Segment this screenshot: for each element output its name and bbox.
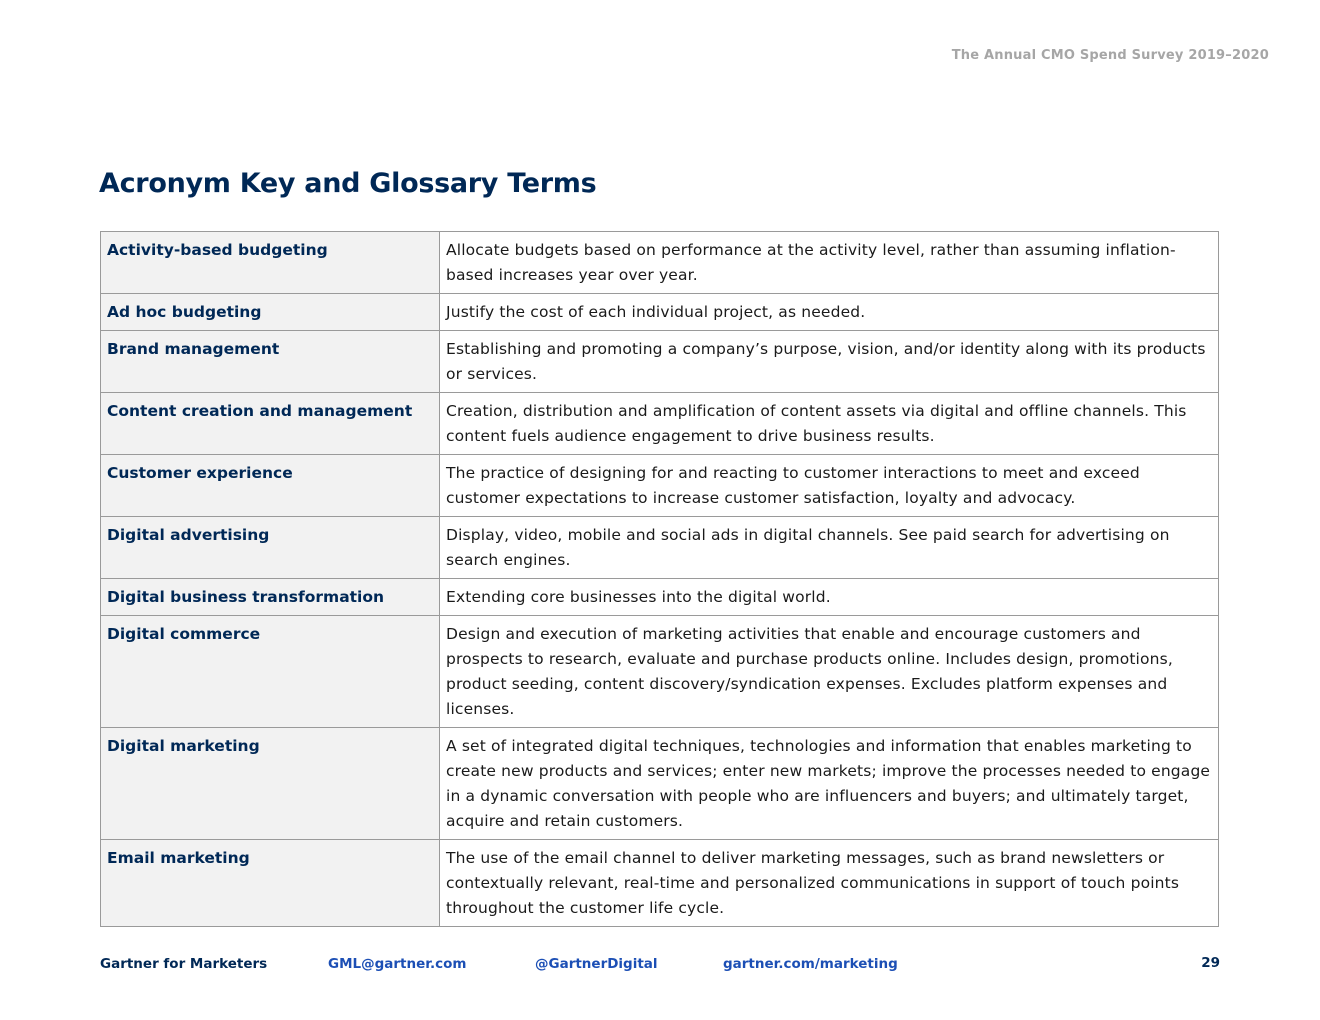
glossary-row	[101, 728, 1219, 840]
footer	[100, 956, 1220, 976]
glossary-definition: Allocate budgets based on performance at the activity level, rather than assuming inflation-based increases year over year.	[440, 232, 1219, 294]
glossary-definition: Design and execution of marketing activities that enable and encourage customers and prospects to research, evaluate and purchase products online. Includes design, promotions, product seeding, content discovery/syndication expenses. Excludes platform expenses and licenses.	[440, 616, 1219, 728]
glossary-term: Content creation and management	[101, 393, 440, 455]
glossary-definition: Display, video, mobile and social ads in digital channels. See paid search for advertising on search engines.	[440, 517, 1219, 579]
glossary-row	[101, 455, 1219, 517]
glossary-row	[101, 232, 1219, 294]
footer-brand: Gartner for Marketers	[100, 956, 268, 972]
footer-email-link[interactable]: GML@gartner.com	[328, 956, 467, 972]
glossary-term: Digital commerce	[101, 616, 440, 728]
glossary-definition: Extending core businesses into the digital world.	[440, 579, 1219, 616]
footer-website-link[interactable]: gartner.com/marketing	[723, 956, 898, 972]
glossary-row	[101, 579, 1219, 616]
glossary-row	[101, 517, 1219, 579]
glossary-term: Digital advertising	[101, 517, 440, 579]
glossary-definition: Justify the cost of each individual project, as needed.	[440, 294, 1219, 331]
page-title: Acronym Key and Glossary Terms	[99, 168, 597, 199]
footer-twitter-link[interactable]: @GartnerDigital	[535, 956, 658, 972]
glossary-term: Digital marketing	[101, 728, 440, 840]
glossary-term: Ad hoc budgeting	[101, 294, 440, 331]
glossary-definition: The practice of designing for and reacting to customer interactions to meet and exceed customer expectations to increase customer satisfaction, loyalty and advocacy.	[440, 455, 1219, 517]
running-header: The Annual CMO Spend Survey 2019–2020	[951, 48, 1269, 63]
glossary-term: Customer experience	[101, 455, 440, 517]
glossary-term: Email marketing	[101, 840, 440, 927]
glossary-row	[101, 294, 1219, 331]
glossary-row	[101, 331, 1219, 393]
glossary-row	[101, 840, 1219, 927]
glossary-term: Digital business transformation	[101, 579, 440, 616]
glossary-definition: Creation, distribution and amplification of content assets via digital and offline channels. This content fuels audience engagement to drive business results.	[440, 393, 1219, 455]
page-number: 29	[1201, 955, 1220, 971]
glossary-definition: Establishing and promoting a company’s purpose, vision, and/or identity along with its products or services.	[440, 331, 1219, 393]
glossary-term: Brand management	[101, 331, 440, 393]
glossary-definition: The use of the email channel to deliver marketing messages, such as brand newsletters or contextually relevant, real-time and personalized communications in support of touch points throughout the customer life cycle.	[440, 840, 1219, 927]
glossary-definition: A set of integrated digital techniques, technologies and information that enables marketing to create new products and services; enter new markets; improve the processes needed to engage in a dynamic conversation with people who are influencers and buyers; and ultimately target, acquire and retain customers.	[440, 728, 1219, 840]
glossary-row	[101, 616, 1219, 728]
glossary-row	[101, 393, 1219, 455]
glossary-table	[100, 231, 1219, 927]
glossary-term: Activity-based budgeting	[101, 232, 440, 294]
